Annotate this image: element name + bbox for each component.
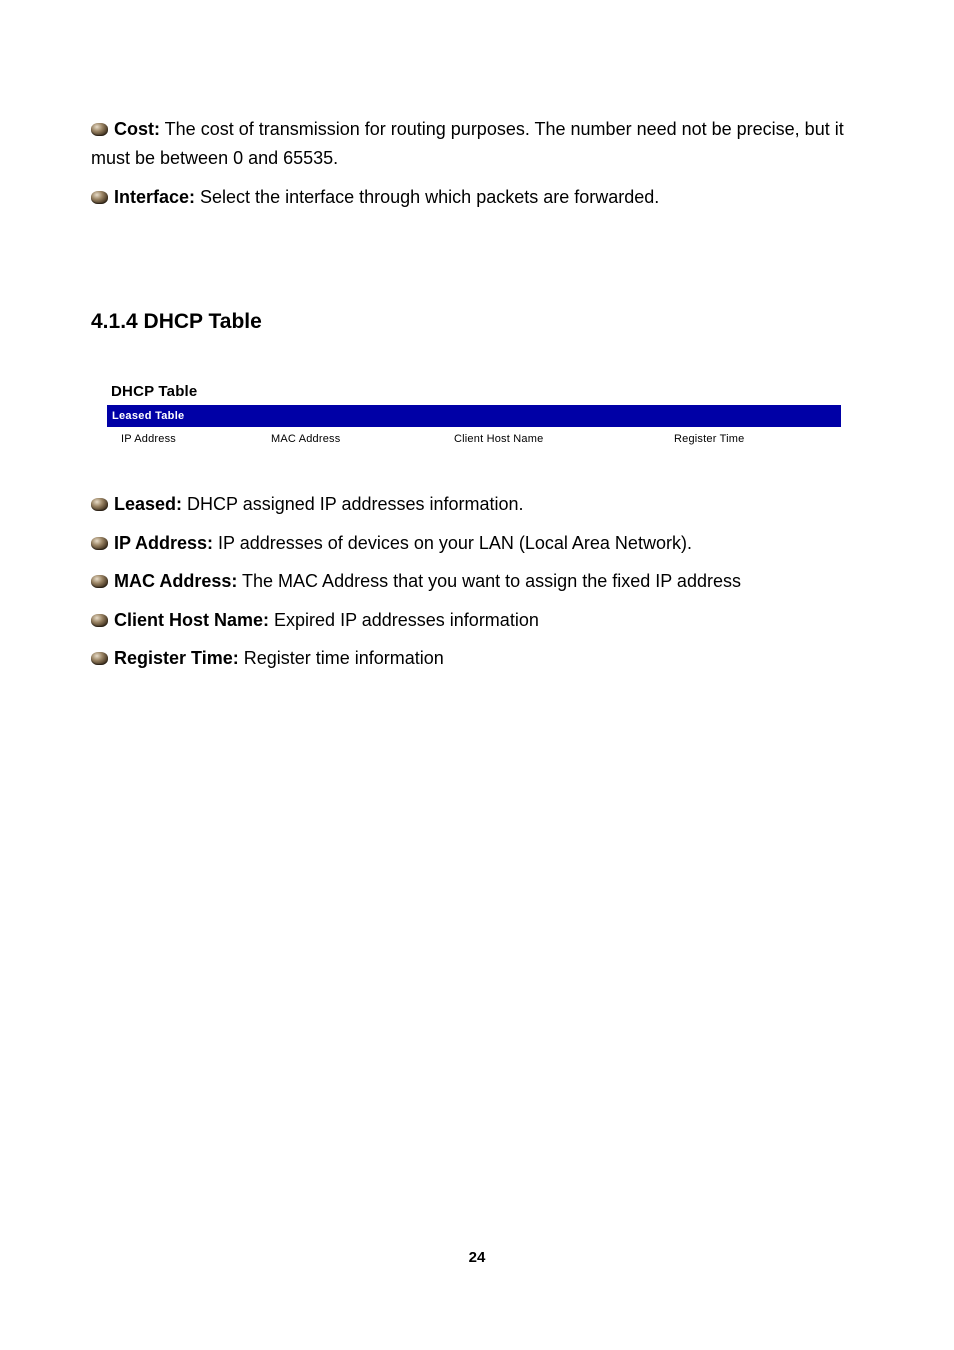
bullet-icon — [91, 575, 108, 588]
interface-term: Interface: — [114, 187, 196, 207]
column-header-register-time: Register Time — [674, 433, 745, 445]
column-header-client-host-name: Client Host Name — [454, 433, 544, 445]
bullet-icon — [91, 537, 108, 550]
bullet-icon — [91, 123, 108, 136]
bullet-icon — [91, 652, 108, 665]
column-header-ip-address: IP Address — [121, 433, 176, 445]
cost-term: Cost: — [114, 119, 160, 139]
column-header-mac-address: MAC Address — [271, 433, 341, 445]
definition-term: Client Host Name: — [114, 610, 270, 630]
cost-description: The cost of transmission for routing purposes. The number need not be precise, but it must be between 0 and 65535. — [91, 119, 844, 168]
definition-term: Register Time: — [114, 648, 239, 668]
definition-text: IP addresses of devices on your LAN (Local Area Network). — [213, 533, 692, 553]
leased-table-bar: Leased Table — [107, 405, 841, 427]
definition-text: The MAC Address that you want to assign the fixed IP address — [237, 571, 741, 591]
bullet-icon — [91, 191, 108, 204]
page-number: 24 — [468, 1249, 486, 1266]
definition-term: IP Address: — [114, 533, 214, 553]
definition-text: Expired IP addresses information — [269, 610, 539, 630]
bullet-icon — [91, 614, 108, 627]
definition-client-host-name — [91, 606, 861, 635]
definition-text: DHCP assigned IP addresses information. — [182, 494, 524, 514]
definition-register-time — [91, 644, 861, 673]
cost-paragraph — [91, 115, 861, 173]
definition-mac-address — [91, 567, 861, 596]
definition-ip-address — [91, 529, 861, 558]
bullet-icon — [91, 498, 108, 511]
interface-description: Select the interface through which packets are forwarded. — [195, 187, 660, 207]
definition-leased — [91, 490, 861, 519]
section-heading: 4.1.4 DHCP Table — [91, 310, 262, 333]
definition-term: Leased: — [114, 494, 183, 514]
dhcp-table-title: DHCP Table — [111, 383, 198, 400]
interface-paragraph — [91, 183, 861, 212]
definition-text: Register time information — [238, 648, 444, 668]
definition-term: MAC Address: — [114, 571, 238, 591]
